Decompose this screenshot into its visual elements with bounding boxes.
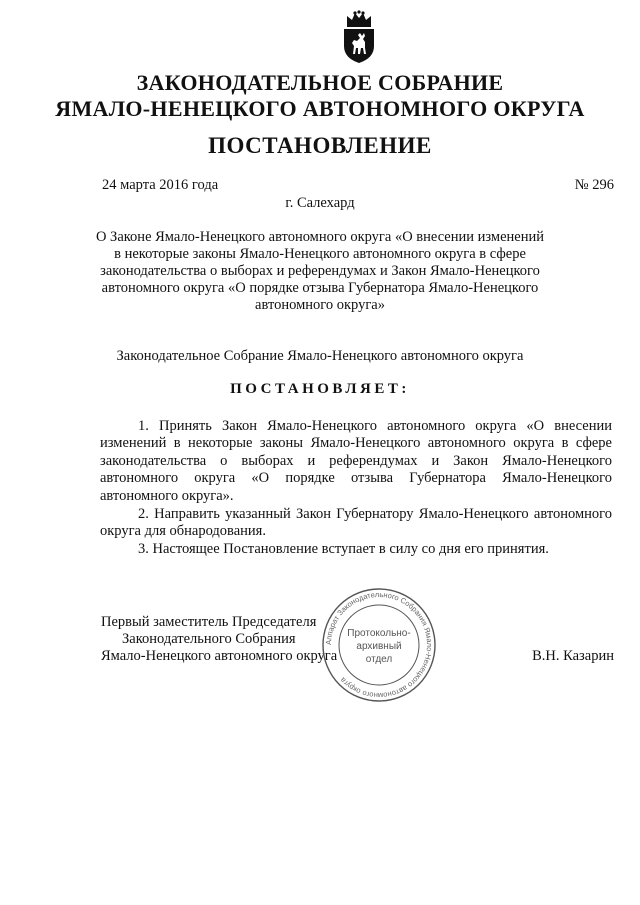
stamp-ring-text: Аппарат Законодательного Собрания Ямало-Ненецкого автономного округа	[323, 589, 435, 701]
stamp-line-2: архивный	[356, 641, 402, 652]
signatory-title-line2: Законодательного Собрания	[122, 631, 296, 647]
document-type: ПОСТАНОВЛЕНИЕ	[208, 133, 432, 158]
organization-name-line2: ЯМАЛО-НЕНЕЦКОГО АВТОНОМНОГО ОКРУГА	[55, 96, 585, 121]
resolves-heading: ПОСТАНОВЛЯЕТ:	[230, 381, 410, 397]
signatory-name: В.Н. Казарин	[532, 648, 614, 664]
document-number: № 296	[574, 177, 614, 193]
resolution-item-3: 3. Настоящее Постановление вступает в силу со дня его принятия.	[138, 541, 549, 557]
stamp-line-1: Протокольно-	[347, 628, 411, 639]
subject-line-3: законодательства о выборах и референдумах и Закон Ямало-Ненецкого	[100, 263, 540, 279]
document-city: г. Салехард	[285, 195, 355, 211]
stamp-line-3: отдел	[365, 654, 393, 665]
document-date: 24 марта 2016 года	[102, 177, 219, 193]
organization-name-line1: ЗАКОНОДАТЕЛЬНОЕ СОБРАНИЕ	[136, 70, 504, 95]
subject-line-4: автономного округа «О порядке отзыва Губернатора Ямало-Ненецкого	[101, 280, 539, 296]
issuer: Законодательное Собрание Ямало-Ненецкого автономного округа	[116, 348, 524, 364]
resolution-item-2: 2. Направить указанный Закон Губернатору Ямало-Ненецкого автономного округа для обнародования.	[100, 506, 612, 540]
resolution-item-1: 1. Принять Закон Ямало-Ненецкого автономного округа «О внесении изменений в некоторые законы Ямало-Ненецкого автономного округа в сфере законодательства о выборах и референдумах и Закон Ямало-Ненецкого автономного округа «О порядке отзыва Губернатора Ямало-Ненецкого автономного округа».	[100, 418, 612, 504]
signatory-title-line1: Первый заместитель Председателя	[101, 614, 317, 630]
subject-line-5: автономного округа»	[255, 297, 385, 313]
coat-of-arms-icon	[341, 10, 377, 64]
subject-line-2: в некоторые законы Ямало-Ненецкого автономного округа в сфере	[114, 246, 526, 262]
archive-stamp	[320, 586, 438, 704]
subject-line-1: О Законе Ямало-Ненецкого автономного округа «О внесении изменений	[95, 229, 545, 245]
signatory-title-line3: Ямало-Ненецкого автономного округа	[101, 648, 338, 664]
